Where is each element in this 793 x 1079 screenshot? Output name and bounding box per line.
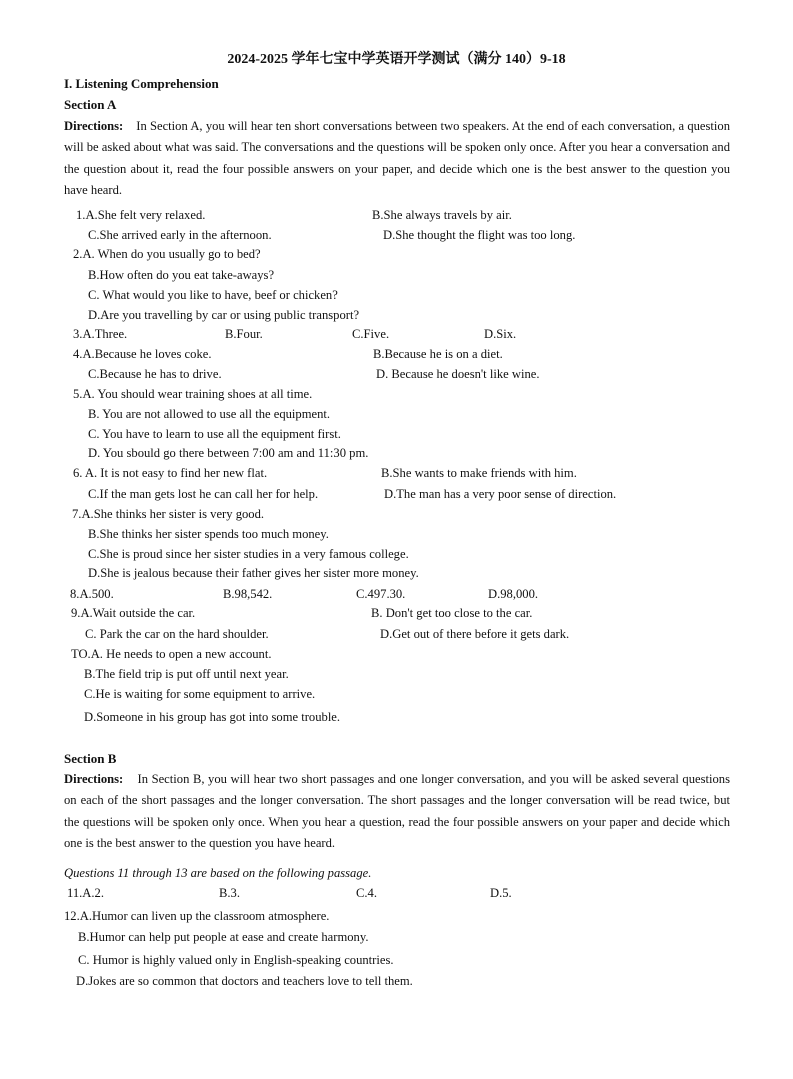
q9-option-d: D.Get out of there before it gets dark.	[380, 627, 570, 641]
q3-option-d: D.Six.	[484, 327, 517, 341]
q10-option-a: TO.A. He needs to open a new account.	[71, 647, 272, 661]
q8-option-a: 8.A.500.	[70, 587, 114, 601]
q3-option-b: B.Four.	[225, 327, 263, 341]
page-title: 2024-2025 学年七宝中学英语开学测试（满分 140）9-18	[227, 52, 566, 67]
q3-option-c: C.Five.	[352, 327, 390, 341]
q1-option-d: D.She thought the flight was too long.	[383, 228, 576, 242]
q11-option-d: D.5.	[490, 886, 512, 900]
q4-option-c: C.Because he has to drive.	[88, 367, 222, 381]
q8-option-d: D.98,000.	[488, 587, 539, 601]
q12-option-b: B.Humor can help put people at ease and create harmony.	[78, 930, 369, 944]
q11-option-a: 11.A.2.	[67, 886, 104, 900]
q7-option-b: B.She thinks her sister spends too much money.	[88, 527, 329, 541]
q2-option-a: 2.A. When do you usually go to bed?	[73, 247, 261, 261]
q12-option-a: 12.A.Humor can liven up the classroom atmosphere.	[64, 909, 330, 923]
q1-option-b: B.She always travels by air.	[372, 208, 512, 222]
q12-option-d: D.Jokes are so common that doctors and teachers love to tell them.	[76, 974, 413, 988]
q9-option-b: B. Don't get too close to the car.	[371, 606, 533, 620]
q5-option-b: B. You are not allowed to use all the equipment.	[88, 407, 331, 421]
directions-text: In Section B, you will hear two short passages and one longer conversation, and you will be asked several questions on each of the short passages and the longer conversation. The short passages and the longer conversation will be read twice, but the questions will be spoken only once. When you hear a question, read the four possible answers on your paper and decide which one is the best answer to the question you have heard.	[64, 772, 731, 851]
directions-label: Directions:	[64, 772, 124, 786]
q2-option-c: C. What would you like to have, beef or chicken?	[88, 288, 338, 302]
q4-option-a: 4.A.Because he loves coke.	[73, 347, 212, 361]
q9-option-c: C. Park the car on the hard shoulder.	[85, 627, 269, 641]
section-b-directions	[64, 769, 730, 855]
q6-option-b: B.She wants to make friends with him.	[381, 466, 577, 480]
section-a-directions	[64, 116, 730, 202]
directions-text: In Section A, you will hear ten short conversations between two speakers. At the end of each conversation, a question will be asked about what was said. The conversations and the questions will be spoken only once. After you hear a conversation and the question about it, read the four possible answers on your paper, and decide which one is the best answer to the question you have heard.	[64, 119, 730, 198]
q5-option-d: D. You sbould go there between 7:00 am and 11:30 pm.	[88, 446, 369, 460]
q1-option-c: C.She arrived early in the afternoon.	[88, 228, 272, 242]
q3-option-a: 3.A.Three.	[73, 327, 128, 341]
q9-option-a: 9.A.Wait outside the car.	[71, 606, 196, 620]
q4-option-d: D. Because he doesn't like wine.	[376, 367, 540, 381]
part-heading: I. Listening Comprehension	[64, 76, 219, 91]
q2-option-d: D.Are you travelling by car or using public transport?	[88, 308, 360, 322]
q5-option-a: 5.A. You should wear training shoes at all time.	[73, 387, 313, 401]
q8-option-b: B.98,542.	[223, 587, 273, 601]
q2-option-b: B.How often do you eat take-aways?	[88, 268, 275, 282]
q10-option-b: B.The field trip is put off until next year.	[84, 667, 289, 681]
directions-label: Directions:	[64, 119, 124, 133]
q7-option-a: 7.A.She thinks her sister is very good.	[72, 507, 265, 521]
q10-option-d: D.Someone in his group has got into some trouble.	[84, 710, 341, 724]
q6-option-d: D.The man has a very poor sense of direction.	[384, 487, 617, 501]
q6-option-a: 6. A. It is not easy to find her new flat.	[73, 466, 268, 480]
section-b-heading: Section B	[64, 751, 117, 766]
q7-option-d: D.She is jealous because their father gives her sister more money.	[88, 566, 419, 580]
q7-option-c: C.She is proud since her sister studies in a very famous college.	[88, 547, 409, 561]
q12-option-c: C. Humor is highly valued only in English-speaking countries.	[78, 953, 394, 967]
q11-option-b: B.3.	[219, 886, 240, 900]
q5-option-c: C. You have to learn to use all the equipment first.	[88, 427, 341, 441]
q11-option-c: C.4.	[356, 886, 377, 900]
q8-option-c: C.497.30.	[356, 587, 406, 601]
passage-note: Questions 11 through 13 are based on the following passage.	[64, 866, 372, 880]
q4-option-b: B.Because he is on a diet.	[373, 347, 503, 361]
section-a-heading: Section A	[64, 97, 117, 112]
q1-option-a: 1.A.She felt very relaxed.	[76, 208, 206, 222]
q10-option-c: C.He is waiting for some equipment to arrive.	[84, 687, 316, 701]
q6-option-c: C.If the man gets lost he can call her for help.	[88, 487, 319, 501]
